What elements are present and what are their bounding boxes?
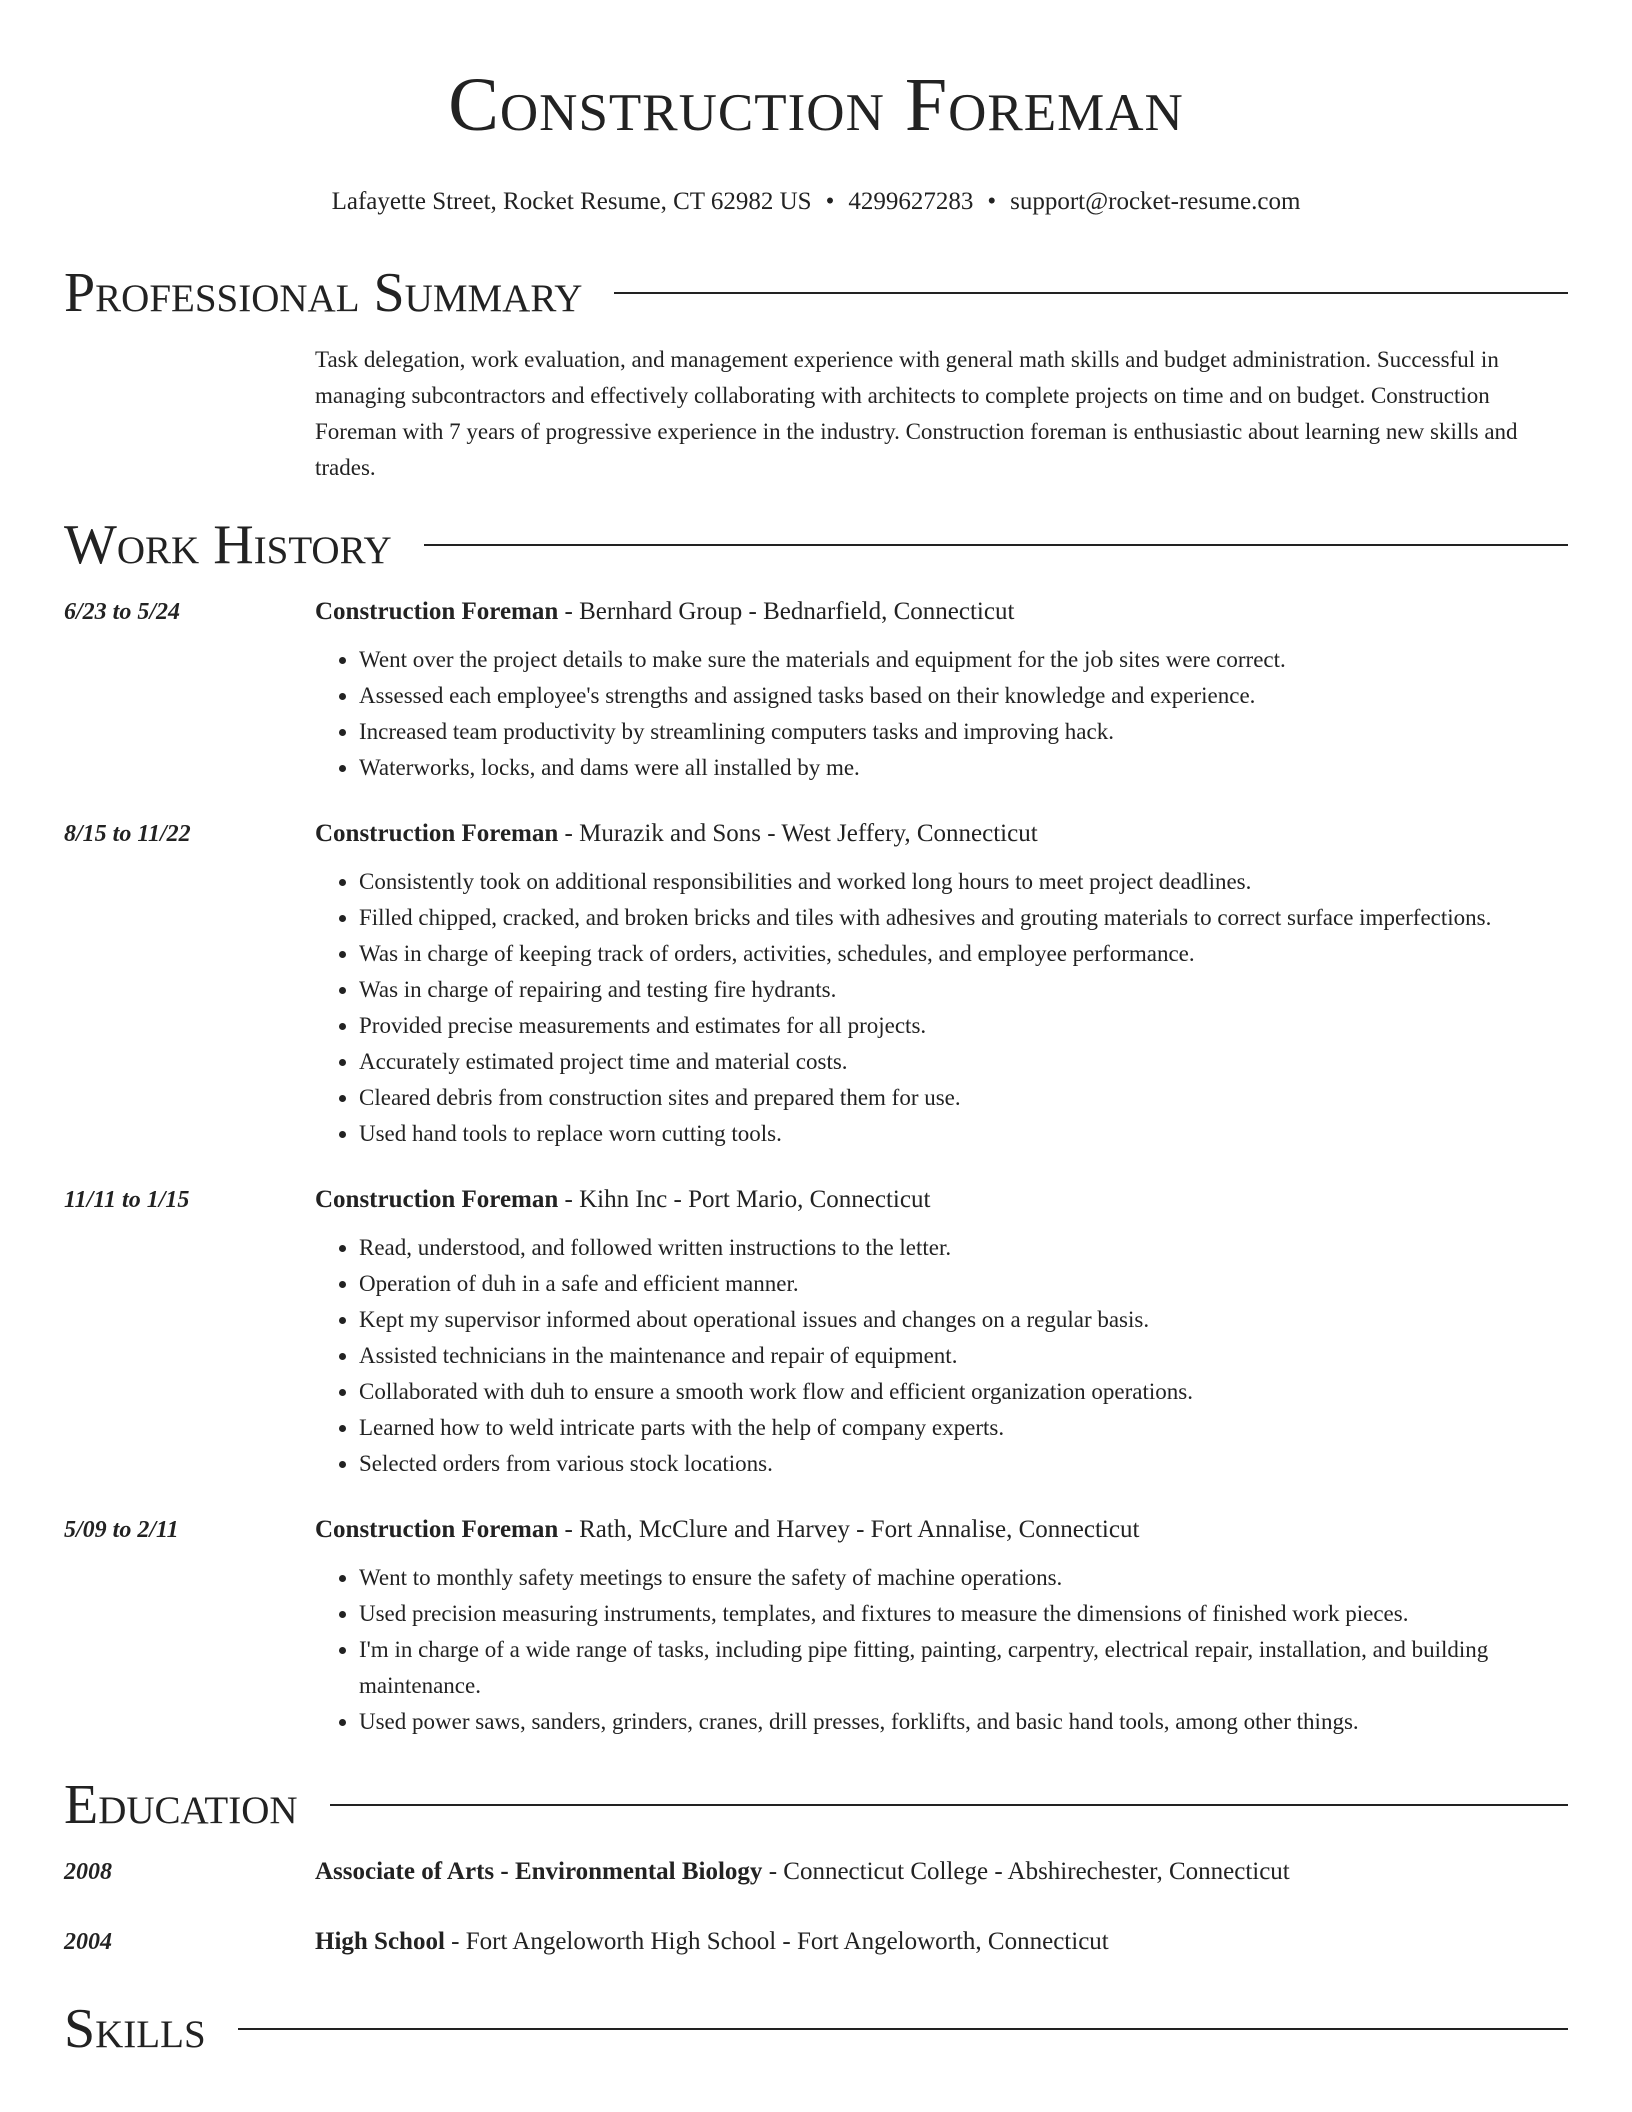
job-bullet: • Operation of duh in a safe and efficient manner.: [359, 1266, 1568, 1302]
summary-text: Task delegation, work evaluation, and management experience with general math skills and budget administration. Successful in managing subcontractors and effectively collaborating with architects to complete projects on time and on budget. Construction Foreman with 7 years of progressive experience in the industry. Construction foreman is enthusiastic about learning new skills and trades.: [315, 347, 1518, 480]
email: support@rocket-resume.com: [1010, 188, 1301, 215]
education-degree: Associate of Arts - Environmental Biology: [315, 1858, 763, 1885]
separator: •: [825, 188, 835, 215]
job-bullet: • Collaborated with duh to ensure a smooth work flow and efficient organization operations.: [359, 1374, 1568, 1410]
section-title-skills: Skills: [64, 1998, 206, 2060]
resume-page: [64, 0, 1568, 2064]
summary-section-header: [64, 258, 1568, 328]
job-company: - Rath, McClure and Harvey - Fort Annalise, Connecticut: [558, 1516, 1140, 1543]
education-year: 2008: [64, 1859, 112, 1885]
job-company: - Bernhard Group - Bednarfield, Connecticut: [558, 598, 1015, 625]
education-degree: High School: [315, 1928, 445, 1955]
section-divider: [238, 2028, 1568, 2030]
job-entry: [64, 816, 1568, 1152]
job-role: Construction Foreman: [315, 1516, 559, 1543]
job-dates: 8/15 to 11/22: [64, 821, 191, 847]
work-section-header: [64, 510, 1568, 580]
job-company: - Murazik and Sons - West Jeffery, Connecticut: [558, 820, 1038, 847]
job-entry: [64, 1182, 1568, 1482]
job-bullet: • Learned how to weld intricate parts with the help of company experts.: [359, 1410, 1568, 1446]
job-title-line: [315, 1182, 1568, 1218]
job-bullet: • Waterworks, locks, and dams were all installed by me.: [359, 750, 1568, 786]
job-bullet: • Went to monthly safety meetings to ensure the safety of machine operations.: [359, 1560, 1568, 1596]
job-bullet: • Cleared debris from construction sites and prepared them for use.: [359, 1080, 1568, 1116]
section-divider: [614, 292, 1568, 294]
job-dates: 11/11 to 1/15: [64, 1187, 190, 1213]
job-bullet: • Consistently took on additional responsibilities and worked long hours to meet project deadlines.: [359, 864, 1568, 900]
section-title-summary: Professional Summary: [64, 262, 583, 324]
section-title-work: Work History: [64, 514, 392, 576]
job-bullet: • I'm in charge of a wide range of tasks, including pipe fitting, painting, carpentry, electrical repair, installation, and building maintenance.: [359, 1632, 1568, 1704]
section-divider: [330, 1804, 1568, 1806]
job-dates: 6/23 to 5/24: [64, 599, 181, 625]
section-title-education: Education: [64, 1774, 298, 1836]
job-header: [64, 816, 1568, 852]
job-bullet: • Read, understood, and followed written instructions to the letter.: [359, 1230, 1568, 1266]
separator: •: [987, 188, 997, 215]
phone: 4299627283: [848, 188, 974, 215]
job-header: [64, 1182, 1568, 1218]
job-bullet: • Assessed each employee's strengths and assigned tasks based on their knowledge and experience.: [359, 678, 1568, 714]
section-divider: [424, 544, 1568, 546]
job-header: [64, 1512, 1568, 1548]
job-bullet: • Filled chipped, cracked, and broken bricks and tiles with adhesives and grouting materials to correct surface imperfections.: [359, 900, 1568, 936]
job-bullet: • Selected orders from various stock locations.: [359, 1446, 1568, 1482]
job-role: Construction Foreman: [315, 820, 559, 847]
job-title-line: [315, 1512, 1568, 1548]
job-bullet: • Was in charge of keeping track of orders, activities, schedules, and employee performance.: [359, 936, 1568, 972]
job-bullets: [359, 1560, 1568, 1740]
job-bullet: • Increased team productivity by streamlining computers tasks and improving hack.: [359, 714, 1568, 750]
job-role: Construction Foreman: [315, 598, 559, 625]
job-bullet: • Assisted technicians in the maintenance and repair of equipment.: [359, 1338, 1568, 1374]
education-school: - Connecticut College - Abshirechester, Connecticut: [762, 1858, 1290, 1885]
job-title-line: [315, 594, 1568, 630]
education-section-header: [64, 1770, 1568, 1840]
job-bullets: [359, 1230, 1568, 1482]
education-line: [315, 1924, 1568, 1960]
job-bullet: • Used precision measuring instruments, templates, and fixtures to measure the dimensions of finished work pieces.: [359, 1596, 1568, 1632]
job-company: - Kihn Inc - Port Mario, Connecticut: [558, 1186, 931, 1213]
skills-section-header: [64, 1994, 1568, 2064]
job-bullet: • Was in charge of repairing and testing fire hydrants.: [359, 972, 1568, 1008]
job-role: Construction Foreman: [315, 1186, 559, 1213]
job-bullet: • Provided precise measurements and estimates for all projects.: [359, 1008, 1568, 1044]
job-entry: [64, 594, 1568, 786]
job-bullet: • Kept my supervisor informed about operational issues and changes on a regular basis.: [359, 1302, 1568, 1338]
job-bullet: • Used hand tools to replace worn cutting tools.: [359, 1116, 1568, 1152]
job-bullet: • Went over the project details to make sure the materials and equipment for the job sites were correct.: [359, 642, 1568, 678]
candidate-name: Construction Foreman: [448, 63, 1184, 147]
job-bullets: [359, 642, 1568, 786]
education-entry: [64, 1854, 1568, 1890]
job-bullets: [359, 864, 1568, 1152]
job-list: [64, 594, 1568, 1740]
education-school: - Fort Angeloworth High School - Fort Angeloworth, Connecticut: [444, 1928, 1109, 1955]
job-dates: 5/09 to 2/11: [64, 1517, 179, 1543]
job-bullet: • Accurately estimated project time and material costs.: [359, 1044, 1568, 1080]
address: Lafayette Street, Rocket Resume, CT 62982 US: [331, 188, 812, 215]
contact-line: [64, 186, 1568, 218]
job-header: [64, 594, 1568, 630]
job-bullet: • Used power saws, sanders, grinders, cranes, drill presses, forklifts, and basic hand tools, among other things.: [359, 1704, 1568, 1740]
education-line: [315, 1854, 1568, 1890]
job-title-line: [315, 816, 1568, 852]
education-year: 2004: [64, 1929, 112, 1955]
job-entry: [64, 1512, 1568, 1740]
education-entry: [64, 1924, 1568, 1960]
education-list: [64, 1854, 1568, 1960]
